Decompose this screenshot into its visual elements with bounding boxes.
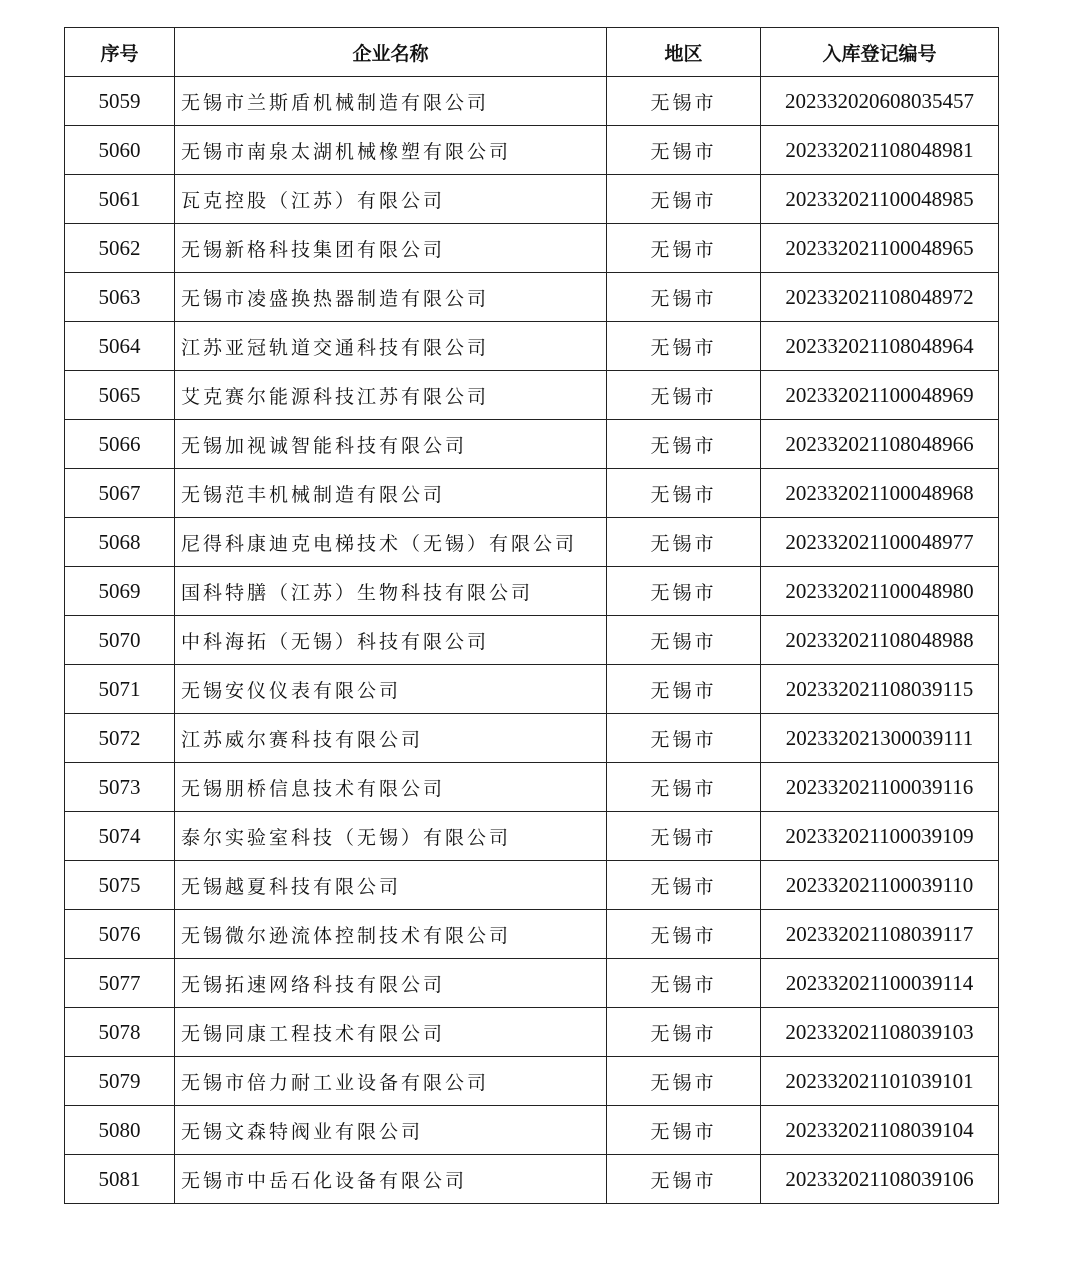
row-registration-number-cell: 202332020608035457 — [761, 77, 999, 126]
row-company-name-cell: 泰尔实验室科技（无锡）有限公司 — [175, 812, 607, 861]
row-registration-number-cell: 202332021100048968 — [761, 469, 999, 518]
row-company-name-cell: 艾克赛尔能源科技江苏有限公司 — [175, 371, 607, 420]
row-index-cell: 5069 — [65, 567, 175, 616]
row-registration-number-cell: 202332021108039103 — [761, 1008, 999, 1057]
row-region-cell: 无锡市 — [607, 1106, 761, 1155]
row-index-cell: 5071 — [65, 665, 175, 714]
table-row — [65, 616, 999, 665]
row-index-cell: 5078 — [65, 1008, 175, 1057]
row-registration-number-cell: 202332021108048966 — [761, 420, 999, 469]
row-index-cell: 5059 — [65, 77, 175, 126]
row-region-cell: 无锡市 — [607, 273, 761, 322]
row-index-cell: 5079 — [65, 1057, 175, 1106]
table-row — [65, 1106, 999, 1155]
table-row — [65, 273, 999, 322]
table-row — [65, 567, 999, 616]
row-region-cell: 无锡市 — [607, 714, 761, 763]
table-row — [65, 665, 999, 714]
header-company-name: 企业名称 — [175, 28, 607, 77]
row-index-cell: 5066 — [65, 420, 175, 469]
enterprise-table — [64, 27, 999, 1204]
row-registration-number-cell: 202332021101039101 — [761, 1057, 999, 1106]
row-index-cell: 5063 — [65, 273, 175, 322]
row-index-cell: 5064 — [65, 322, 175, 371]
row-company-name-cell: 无锡新格科技集团有限公司 — [175, 224, 607, 273]
row-company-name-cell: 无锡拓速网络科技有限公司 — [175, 959, 607, 1008]
row-index-cell: 5068 — [65, 518, 175, 567]
row-company-name-cell: 国科特膳（江苏）生物科技有限公司 — [175, 567, 607, 616]
row-registration-number-cell: 202332021100048980 — [761, 567, 999, 616]
row-region-cell: 无锡市 — [607, 322, 761, 371]
row-region-cell: 无锡市 — [607, 910, 761, 959]
row-company-name-cell: 无锡市南泉太湖机械橡塑有限公司 — [175, 126, 607, 175]
row-region-cell: 无锡市 — [607, 126, 761, 175]
table-row — [65, 469, 999, 518]
table-row — [65, 910, 999, 959]
table-row — [65, 322, 999, 371]
table-row — [65, 77, 999, 126]
row-company-name-cell: 尼得科康迪克电梯技术（无锡）有限公司 — [175, 518, 607, 567]
row-region-cell: 无锡市 — [607, 959, 761, 1008]
row-registration-number-cell: 202332021100039114 — [761, 959, 999, 1008]
row-company-name-cell: 无锡朋桥信息技术有限公司 — [175, 763, 607, 812]
table-row — [65, 175, 999, 224]
row-company-name-cell: 瓦克控股（江苏）有限公司 — [175, 175, 607, 224]
row-index-cell: 5062 — [65, 224, 175, 273]
row-registration-number-cell: 202332021100048977 — [761, 518, 999, 567]
table-row — [65, 1057, 999, 1106]
row-region-cell: 无锡市 — [607, 1057, 761, 1106]
table-row — [65, 861, 999, 910]
table-row — [65, 1008, 999, 1057]
row-index-cell: 5075 — [65, 861, 175, 910]
table-row — [65, 812, 999, 861]
row-company-name-cell: 无锡范丰机械制造有限公司 — [175, 469, 607, 518]
header-registration-number: 入库登记编号 — [761, 28, 999, 77]
row-company-name-cell: 无锡市倍力耐工业设备有限公司 — [175, 1057, 607, 1106]
row-registration-number-cell: 202332021300039111 — [761, 714, 999, 763]
row-region-cell: 无锡市 — [607, 616, 761, 665]
row-region-cell: 无锡市 — [607, 175, 761, 224]
row-region-cell: 无锡市 — [607, 420, 761, 469]
row-index-cell: 5081 — [65, 1155, 175, 1204]
table-row — [65, 126, 999, 175]
row-company-name-cell: 中科海拓（无锡）科技有限公司 — [175, 616, 607, 665]
row-region-cell: 无锡市 — [607, 77, 761, 126]
row-index-cell: 5074 — [65, 812, 175, 861]
row-registration-number-cell: 202332021108048972 — [761, 273, 999, 322]
row-registration-number-cell: 202332021100048969 — [761, 371, 999, 420]
header-region: 地区 — [607, 28, 761, 77]
row-company-name-cell: 无锡市中岳石化设备有限公司 — [175, 1155, 607, 1204]
row-registration-number-cell: 202332021108048964 — [761, 322, 999, 371]
row-registration-number-cell: 202332021100039116 — [761, 763, 999, 812]
row-region-cell: 无锡市 — [607, 665, 761, 714]
row-registration-number-cell: 202332021108039117 — [761, 910, 999, 959]
row-region-cell: 无锡市 — [607, 861, 761, 910]
row-company-name-cell: 无锡市凌盛换热器制造有限公司 — [175, 273, 607, 322]
row-region-cell: 无锡市 — [607, 224, 761, 273]
row-company-name-cell: 无锡安仪仪表有限公司 — [175, 665, 607, 714]
row-index-cell: 5073 — [65, 763, 175, 812]
row-registration-number-cell: 202332021108048988 — [761, 616, 999, 665]
row-registration-number-cell: 202332021108048981 — [761, 126, 999, 175]
row-company-name-cell: 江苏亚冠轨道交通科技有限公司 — [175, 322, 607, 371]
table-row — [65, 714, 999, 763]
row-region-cell: 无锡市 — [607, 371, 761, 420]
row-index-cell: 5077 — [65, 959, 175, 1008]
row-index-cell: 5061 — [65, 175, 175, 224]
row-region-cell: 无锡市 — [607, 763, 761, 812]
row-registration-number-cell: 202332021100039110 — [761, 861, 999, 910]
row-registration-number-cell: 202332021108039104 — [761, 1106, 999, 1155]
table-header — [65, 28, 999, 77]
row-registration-number-cell: 202332021100039109 — [761, 812, 999, 861]
row-index-cell: 5067 — [65, 469, 175, 518]
table-row — [65, 763, 999, 812]
row-index-cell: 5076 — [65, 910, 175, 959]
row-registration-number-cell: 202332021100048985 — [761, 175, 999, 224]
table-row — [65, 1155, 999, 1204]
row-index-cell: 5065 — [65, 371, 175, 420]
row-registration-number-cell: 202332021100048965 — [761, 224, 999, 273]
row-registration-number-cell: 202332021108039106 — [761, 1155, 999, 1204]
table-row — [65, 518, 999, 567]
header-row — [65, 28, 999, 77]
document-page — [64, 27, 999, 1204]
row-registration-number-cell: 202332021108039115 — [761, 665, 999, 714]
row-company-name-cell: 无锡微尔逊流体控制技术有限公司 — [175, 910, 607, 959]
row-index-cell: 5072 — [65, 714, 175, 763]
table-row — [65, 224, 999, 273]
row-index-cell: 5070 — [65, 616, 175, 665]
row-company-name-cell: 无锡加视诚智能科技有限公司 — [175, 420, 607, 469]
row-index-cell: 5080 — [65, 1106, 175, 1155]
row-region-cell: 无锡市 — [607, 812, 761, 861]
table-body — [65, 77, 999, 1204]
row-company-name-cell: 无锡市兰斯盾机械制造有限公司 — [175, 77, 607, 126]
row-region-cell: 无锡市 — [607, 469, 761, 518]
row-company-name-cell: 江苏威尔赛科技有限公司 — [175, 714, 607, 763]
row-company-name-cell: 无锡越夏科技有限公司 — [175, 861, 607, 910]
row-index-cell: 5060 — [65, 126, 175, 175]
row-company-name-cell: 无锡同康工程技术有限公司 — [175, 1008, 607, 1057]
row-region-cell: 无锡市 — [607, 567, 761, 616]
header-index: 序号 — [65, 28, 175, 77]
table-row — [65, 371, 999, 420]
row-region-cell: 无锡市 — [607, 1155, 761, 1204]
row-company-name-cell: 无锡文森特阀业有限公司 — [175, 1106, 607, 1155]
table-row — [65, 420, 999, 469]
row-region-cell: 无锡市 — [607, 518, 761, 567]
row-region-cell: 无锡市 — [607, 1008, 761, 1057]
table-row — [65, 959, 999, 1008]
